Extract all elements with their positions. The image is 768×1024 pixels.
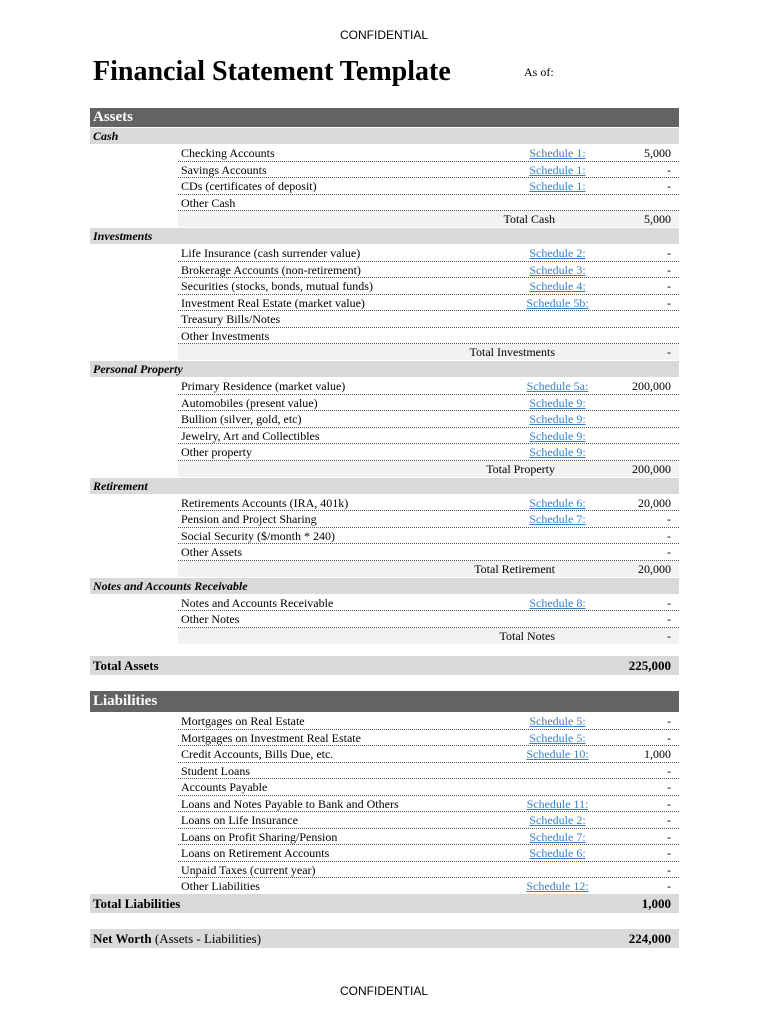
category-total-row [178, 628, 679, 644]
table-row [178, 145, 679, 162]
row-value: - [667, 829, 671, 844]
net-worth-label [93, 929, 261, 948]
row-label: Savings Accounts [181, 162, 267, 177]
row-value: 200,000 [632, 379, 671, 393]
row-label: Other Cash [181, 195, 236, 210]
table-row [178, 378, 679, 395]
category-header: Retirement [90, 478, 679, 494]
category-total-row [178, 461, 679, 477]
total-assets-value: 225,000 [628, 658, 671, 673]
table-row [178, 411, 679, 428]
total-liabilities-row [90, 894, 679, 913]
row-value: - [667, 879, 671, 893]
net-worth-value: 224,000 [628, 931, 671, 946]
liabilities-header: Liabilities [90, 691, 679, 712]
table-row [178, 812, 679, 829]
total-assets-label-text: Total Assets [93, 658, 159, 673]
row-label: Brokerage Accounts (non-retirement) [181, 262, 361, 277]
row-value: - [667, 528, 671, 543]
category-total-label: Total Cash [503, 212, 555, 226]
row-value: - [667, 512, 671, 526]
confidential-header: CONFIDENTIAL [339, 28, 428, 42]
financial-statement-sheet [90, 0, 679, 1024]
schedule-link[interactable]: Schedule 7: [529, 829, 586, 844]
table-row [178, 845, 679, 862]
table-row [178, 595, 679, 612]
row-label: Jewelry, Art and Collectibles [181, 428, 320, 443]
schedule-link[interactable]: Schedule 8: [529, 595, 586, 610]
table-row [178, 796, 679, 813]
net-worth-sublabel: (Assets - Liabilities) [154, 931, 262, 946]
table-row [178, 295, 679, 312]
row-label: Mortgages on Real Estate [181, 714, 305, 728]
schedule-link[interactable]: Schedule 1: [529, 146, 586, 160]
schedule-link[interactable]: Schedule 3: [529, 262, 586, 277]
schedule-link[interactable]: Schedule 9: [529, 445, 586, 459]
total-liabilities-value: 1,000 [641, 896, 671, 911]
row-label: Life Insurance (cash surrender value) [181, 246, 361, 260]
category-total-value: - [667, 345, 671, 359]
row-label: Other Liabilities [181, 879, 260, 893]
row-value: - [667, 262, 671, 277]
net-worth-label-text: Net Worth [93, 931, 152, 946]
schedule-link[interactable]: Schedule 5b: [526, 295, 589, 310]
row-value: - [667, 179, 671, 193]
schedule-link[interactable]: Schedule 6: [529, 495, 586, 510]
table-row [178, 763, 679, 780]
table-row [178, 245, 679, 262]
table-row [178, 444, 679, 461]
schedule-link[interactable]: Schedule 11: [526, 796, 589, 811]
category-total-label: Total Property [486, 461, 555, 476]
row-value: 5,000 [644, 146, 671, 160]
table-row [178, 328, 679, 345]
table-row [178, 730, 679, 747]
table-row [178, 262, 679, 279]
category-total-label: Total Retirement [474, 561, 555, 576]
table-row [178, 428, 679, 445]
schedule-link[interactable]: Schedule 9: [529, 395, 586, 410]
table-row [178, 511, 679, 528]
row-value: - [667, 545, 671, 559]
row-value: - [667, 162, 671, 177]
schedule-link[interactable]: Schedule 2: [529, 813, 586, 827]
row-label: Other Investments [181, 328, 270, 343]
net-worth-row [90, 929, 679, 948]
row-label: Unpaid Taxes (current year) [181, 862, 316, 877]
row-value: - [667, 714, 671, 728]
table-row [178, 829, 679, 846]
table-row [178, 195, 679, 212]
row-label: Securities (stocks, bonds, mutual funds) [181, 279, 373, 293]
row-value: - [667, 862, 671, 877]
row-label: Retirements Accounts (IRA, 401k) [181, 495, 349, 510]
row-label: Automobiles (present value) [181, 395, 318, 410]
category-total-value: 5,000 [644, 212, 671, 226]
schedule-link[interactable]: Schedule 1: [529, 179, 586, 193]
row-label: Checking Accounts [181, 146, 275, 160]
row-value: - [667, 295, 671, 310]
schedule-link[interactable]: Schedule 12: [526, 879, 589, 893]
total-liabilities-label [93, 894, 180, 913]
total-liabilities-label-text: Total Liabilities [93, 896, 181, 911]
table-row [178, 395, 679, 412]
category-header: Cash [90, 128, 679, 144]
category-total-value: - [667, 628, 671, 643]
schedule-link[interactable]: Schedule 2: [529, 246, 586, 260]
category-header: Notes and Accounts Receivable [90, 578, 679, 594]
row-value: - [667, 796, 671, 811]
row-label: Primary Residence (market value) [181, 379, 346, 393]
table-row [178, 528, 679, 545]
schedule-link[interactable]: Schedule 1: [529, 162, 586, 177]
table-row [178, 779, 679, 796]
row-label: Loans and Notes Payable to Bank and Others [181, 796, 399, 811]
row-label: Investment Real Estate (market value) [181, 295, 365, 310]
row-label: Other property [181, 445, 252, 459]
schedule-link[interactable]: Schedule 5: [529, 730, 586, 745]
row-label: Treasury Bills/Notes [181, 312, 281, 326]
schedule-link[interactable]: Schedule 7: [529, 512, 586, 526]
confidential-footer: CONFIDENTIAL [339, 984, 428, 998]
schedule-link[interactable]: Schedule 4: [529, 279, 586, 293]
category-total-row [178, 344, 679, 360]
row-value: - [667, 246, 671, 260]
table-row [178, 878, 679, 895]
schedule-link[interactable]: Schedule 9: [529, 428, 586, 443]
table-row [178, 495, 679, 512]
category-total-value: 20,000 [638, 561, 671, 576]
row-label: Loans on Profit Sharing/Pension [181, 829, 338, 844]
row-value: - [667, 813, 671, 827]
row-label: Social Security ($/month * 240) [181, 528, 335, 543]
row-value: - [667, 780, 671, 794]
category-total-label: Total Notes [499, 628, 555, 643]
row-label: Mortgages on Investment Real Estate [181, 730, 361, 745]
row-value: - [667, 730, 671, 745]
schedule-link[interactable]: Schedule 5: [529, 714, 586, 728]
assets-header: Assets [90, 108, 679, 127]
row-value: 20,000 [638, 495, 671, 510]
category-total-row [178, 561, 679, 577]
row-label: Student Loans [181, 763, 250, 778]
row-label: Loans on Life Insurance [181, 813, 298, 827]
row-value: - [667, 763, 671, 778]
table-row [178, 713, 679, 730]
row-label: Bullion (silver, gold, etc) [181, 412, 302, 426]
category-header: Personal Property [90, 361, 679, 377]
schedule-link[interactable]: Schedule 9: [529, 412, 586, 426]
category-total-label: Total Investments [469, 345, 555, 359]
schedule-link[interactable]: Schedule 10: [526, 747, 589, 761]
table-row [178, 278, 679, 295]
category-header: Investments [90, 228, 679, 244]
as-of-label: As of: [524, 65, 554, 79]
row-value: 1,000 [644, 747, 671, 761]
table-row [178, 862, 679, 879]
row-value: - [667, 279, 671, 293]
row-label: CDs (certificates of deposit) [181, 179, 317, 193]
table-row [178, 611, 679, 628]
table-row [178, 544, 679, 561]
row-value: - [667, 846, 671, 860]
total-assets-label [93, 656, 159, 675]
row-label: Accounts Payable [181, 780, 268, 794]
table-row [178, 311, 679, 328]
category-total-row [178, 211, 679, 227]
page-title: Financial Statement Template [93, 56, 451, 87]
total-assets-row [90, 656, 679, 675]
row-value: - [667, 612, 671, 626]
row-label: Loans on Retirement Accounts [181, 846, 330, 860]
schedule-link[interactable]: Schedule 5a: [526, 379, 589, 393]
table-row [178, 178, 679, 195]
row-label: Pension and Project Sharing [181, 512, 317, 526]
row-label: Other Notes [181, 612, 240, 626]
row-label: Notes and Accounts Receivable [181, 595, 334, 610]
category-total-value: 200,000 [632, 461, 671, 476]
row-value: - [667, 595, 671, 610]
row-label: Credit Accounts, Bills Due, etc. [181, 747, 334, 761]
table-row [178, 746, 679, 763]
table-row [178, 162, 679, 179]
row-label: Other Assets [181, 545, 242, 559]
schedule-link[interactable]: Schedule 6: [529, 846, 586, 860]
